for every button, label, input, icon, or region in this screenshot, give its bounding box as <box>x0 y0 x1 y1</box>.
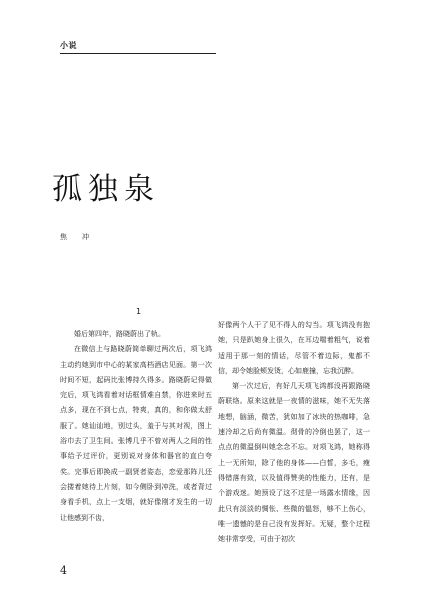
chapter-number: 1 <box>136 307 142 316</box>
story-title: 孤独泉 <box>52 172 160 207</box>
paragraph: 第一次过后，有好几天项飞鸿都没再跟路晓蔚联络。原来这就是一夜情的滋味，她不无失落地想，脑涵，微苦，犹如加了冰块的热咖啡，急速冷却之后尚有微温。彻骨的冷倒也罢了，这一点点的微温倒叫她念念不忘。对项飞鸿，她称得上一无所知，除了他的身体——白皙，多毛，瘦得错落有致，以及值得赞美的性能力，还有，是个游戏迷。她预设了这不过是一场露水情缘，因此只有淡淡的惆怅、些微的愠怒，够不上伤心，唯一遗憾的是自己没有发挥好。无疑，整个过程她非常享受，可由于初次 <box>218 382 370 544</box>
paragraph: 好像两个人干了见不得人的勾当。项飞鸿没有抱她，只是趴她身上很久，在耳边喘着粗气，说着适用于那一刻的情话，尽管不着边际，鬼都不信，却令她脸颊发烫，心如鹿撞，忘我沉醉。 <box>218 321 370 375</box>
paragraph: 在微信上与路晓蔚简单聊过两次后，项飞鸿主动约她到市中心的某家高档酒店见面。第一次时间不短，起码比张博持久得多。路晓蔚记得做完后，项飞鸿看着对话框情难自禁，你进来时五点多，现在不到七点，特爽，真的，和你做太舒服了。她讪讪地，别过头，羞于与其对视，图上浴巾去了卫生间。张博几乎不曾对两人之间的性事给予过评价，更别说对身体和器官的直白夸奖。完事后即换成一副贤者姿态，恋爱那阵儿还会搂着她待上片刻，如今侧卧到冲洗，或者背过身看手机，点上一支烟，就好像刚才发生的一切让他感到不齿， <box>60 345 212 522</box>
section-divider <box>60 53 216 54</box>
page-number: 4 <box>60 564 67 577</box>
section-label: 小说 <box>60 41 77 50</box>
author-name: 焦 冲 <box>60 233 93 241</box>
body-column-right <box>218 318 370 568</box>
paragraph: 婚后第四年，路晓蔚出了轨。 <box>74 330 165 338</box>
body-column-left <box>60 327 212 567</box>
